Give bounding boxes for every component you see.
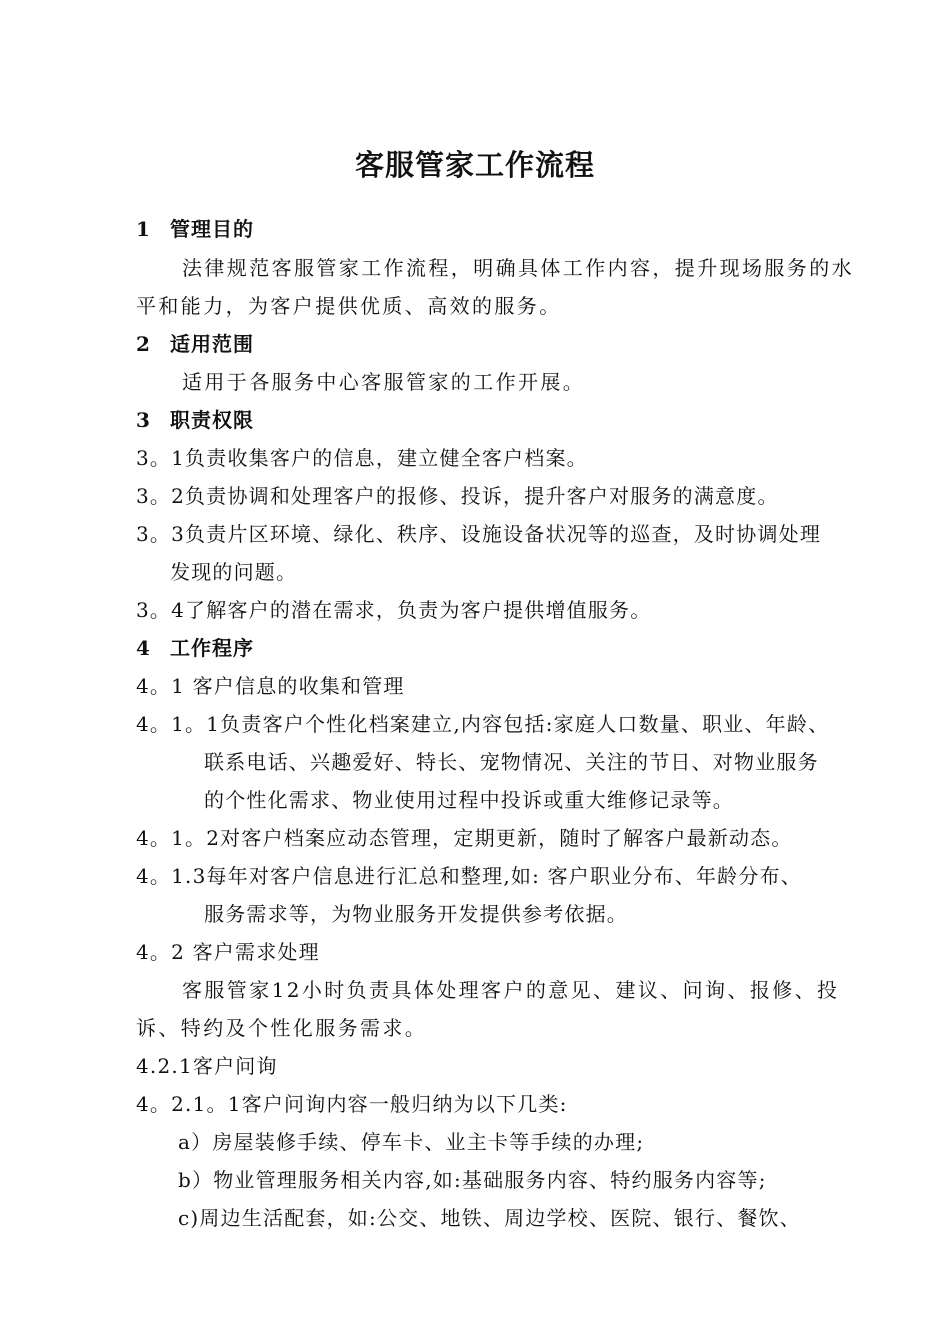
paragraph-line: 适用于各服务中心客服管家的工作开展。 bbox=[182, 370, 586, 394]
paragraph-line: 客服管家12小时负责具体处理客户的意见、建议、问询、报修、投 bbox=[182, 978, 840, 1002]
document-title: 客服管家工作流程 bbox=[354, 148, 595, 182]
section-number: 2 bbox=[136, 332, 151, 356]
section-heading-3 bbox=[136, 405, 254, 435]
list-item: c)周边生活配套，如:公交、地铁、周边学校、医院、银行、餐饮、 bbox=[178, 1206, 801, 1230]
list-item: 3。2负责协调和处理客户的报修、投诉，提升客户对服务的满意度。 bbox=[136, 484, 779, 508]
list-item-continuation: 发现的问题。 bbox=[170, 560, 298, 584]
section-title: 管理目的 bbox=[170, 217, 254, 241]
list-item: 4。1.3每年对客户信息进行汇总和整理,如: 客户职业分布、年龄分布、 bbox=[136, 864, 802, 888]
list-item: 4。1。2对客户档案应动态管理，定期更新，随时了解客户最新动态。 bbox=[136, 826, 793, 850]
section-title: 职责权限 bbox=[170, 408, 254, 432]
section-heading-4 bbox=[136, 633, 254, 663]
section-heading-2 bbox=[136, 329, 254, 359]
list-item: 3。1负责收集客户的信息，建立健全客户档案。 bbox=[136, 446, 588, 470]
section-number: 1 bbox=[136, 217, 151, 241]
paragraph-line: 诉、特约及个性化服务需求。 bbox=[136, 1016, 428, 1040]
section-number: 4 bbox=[136, 636, 151, 660]
list-item: b）物业管理服务相关内容,如:基础服务内容、特约服务内容等; bbox=[178, 1168, 767, 1192]
section-title: 适用范围 bbox=[170, 332, 254, 356]
subsection-heading: 4。1 客户信息的收集和管理 bbox=[136, 674, 405, 698]
subsection-heading: 4.2.1客户问询 bbox=[136, 1054, 278, 1078]
list-item: 3。4了解客户的潜在需求，负责为客户提供增值服务。 bbox=[136, 598, 652, 622]
list-item-continuation: 的个性化需求、物业使用过程中投诉或重大维修记录等。 bbox=[204, 788, 734, 812]
section-heading-1 bbox=[136, 214, 254, 244]
subsection-heading: 4。2 客户需求处理 bbox=[136, 940, 320, 964]
list-item: 3。3负责片区环境、绿化、秩序、设施设备状况等的巡查，及时协调处理 bbox=[136, 522, 822, 546]
list-item: a）房屋装修手续、停车卡、业主卡等手续的办理; bbox=[178, 1130, 645, 1154]
paragraph-line: 法律规范客服管家工作流程，明确具体工作内容，提升现场服务的水 bbox=[182, 256, 854, 280]
list-item: 4。1。1负责客户个性化档案建立,内容包括:家庭人口数量、职业、年龄、 bbox=[136, 712, 830, 736]
paragraph-line: 平和能力，为客户提供优质、高效的服务。 bbox=[136, 294, 562, 318]
list-item-continuation: 联系电话、兴趣爱好、特长、宠物情况、关注的节日、对物业服务 bbox=[204, 750, 819, 774]
list-item-continuation: 服务需求等，为物业服务开发提供参考依据。 bbox=[204, 902, 628, 926]
section-number: 3 bbox=[136, 408, 151, 432]
section-title: 工作程序 bbox=[170, 636, 254, 660]
list-item: 4。2.1。1客户问询内容一般归纳为以下几类: bbox=[136, 1092, 568, 1116]
